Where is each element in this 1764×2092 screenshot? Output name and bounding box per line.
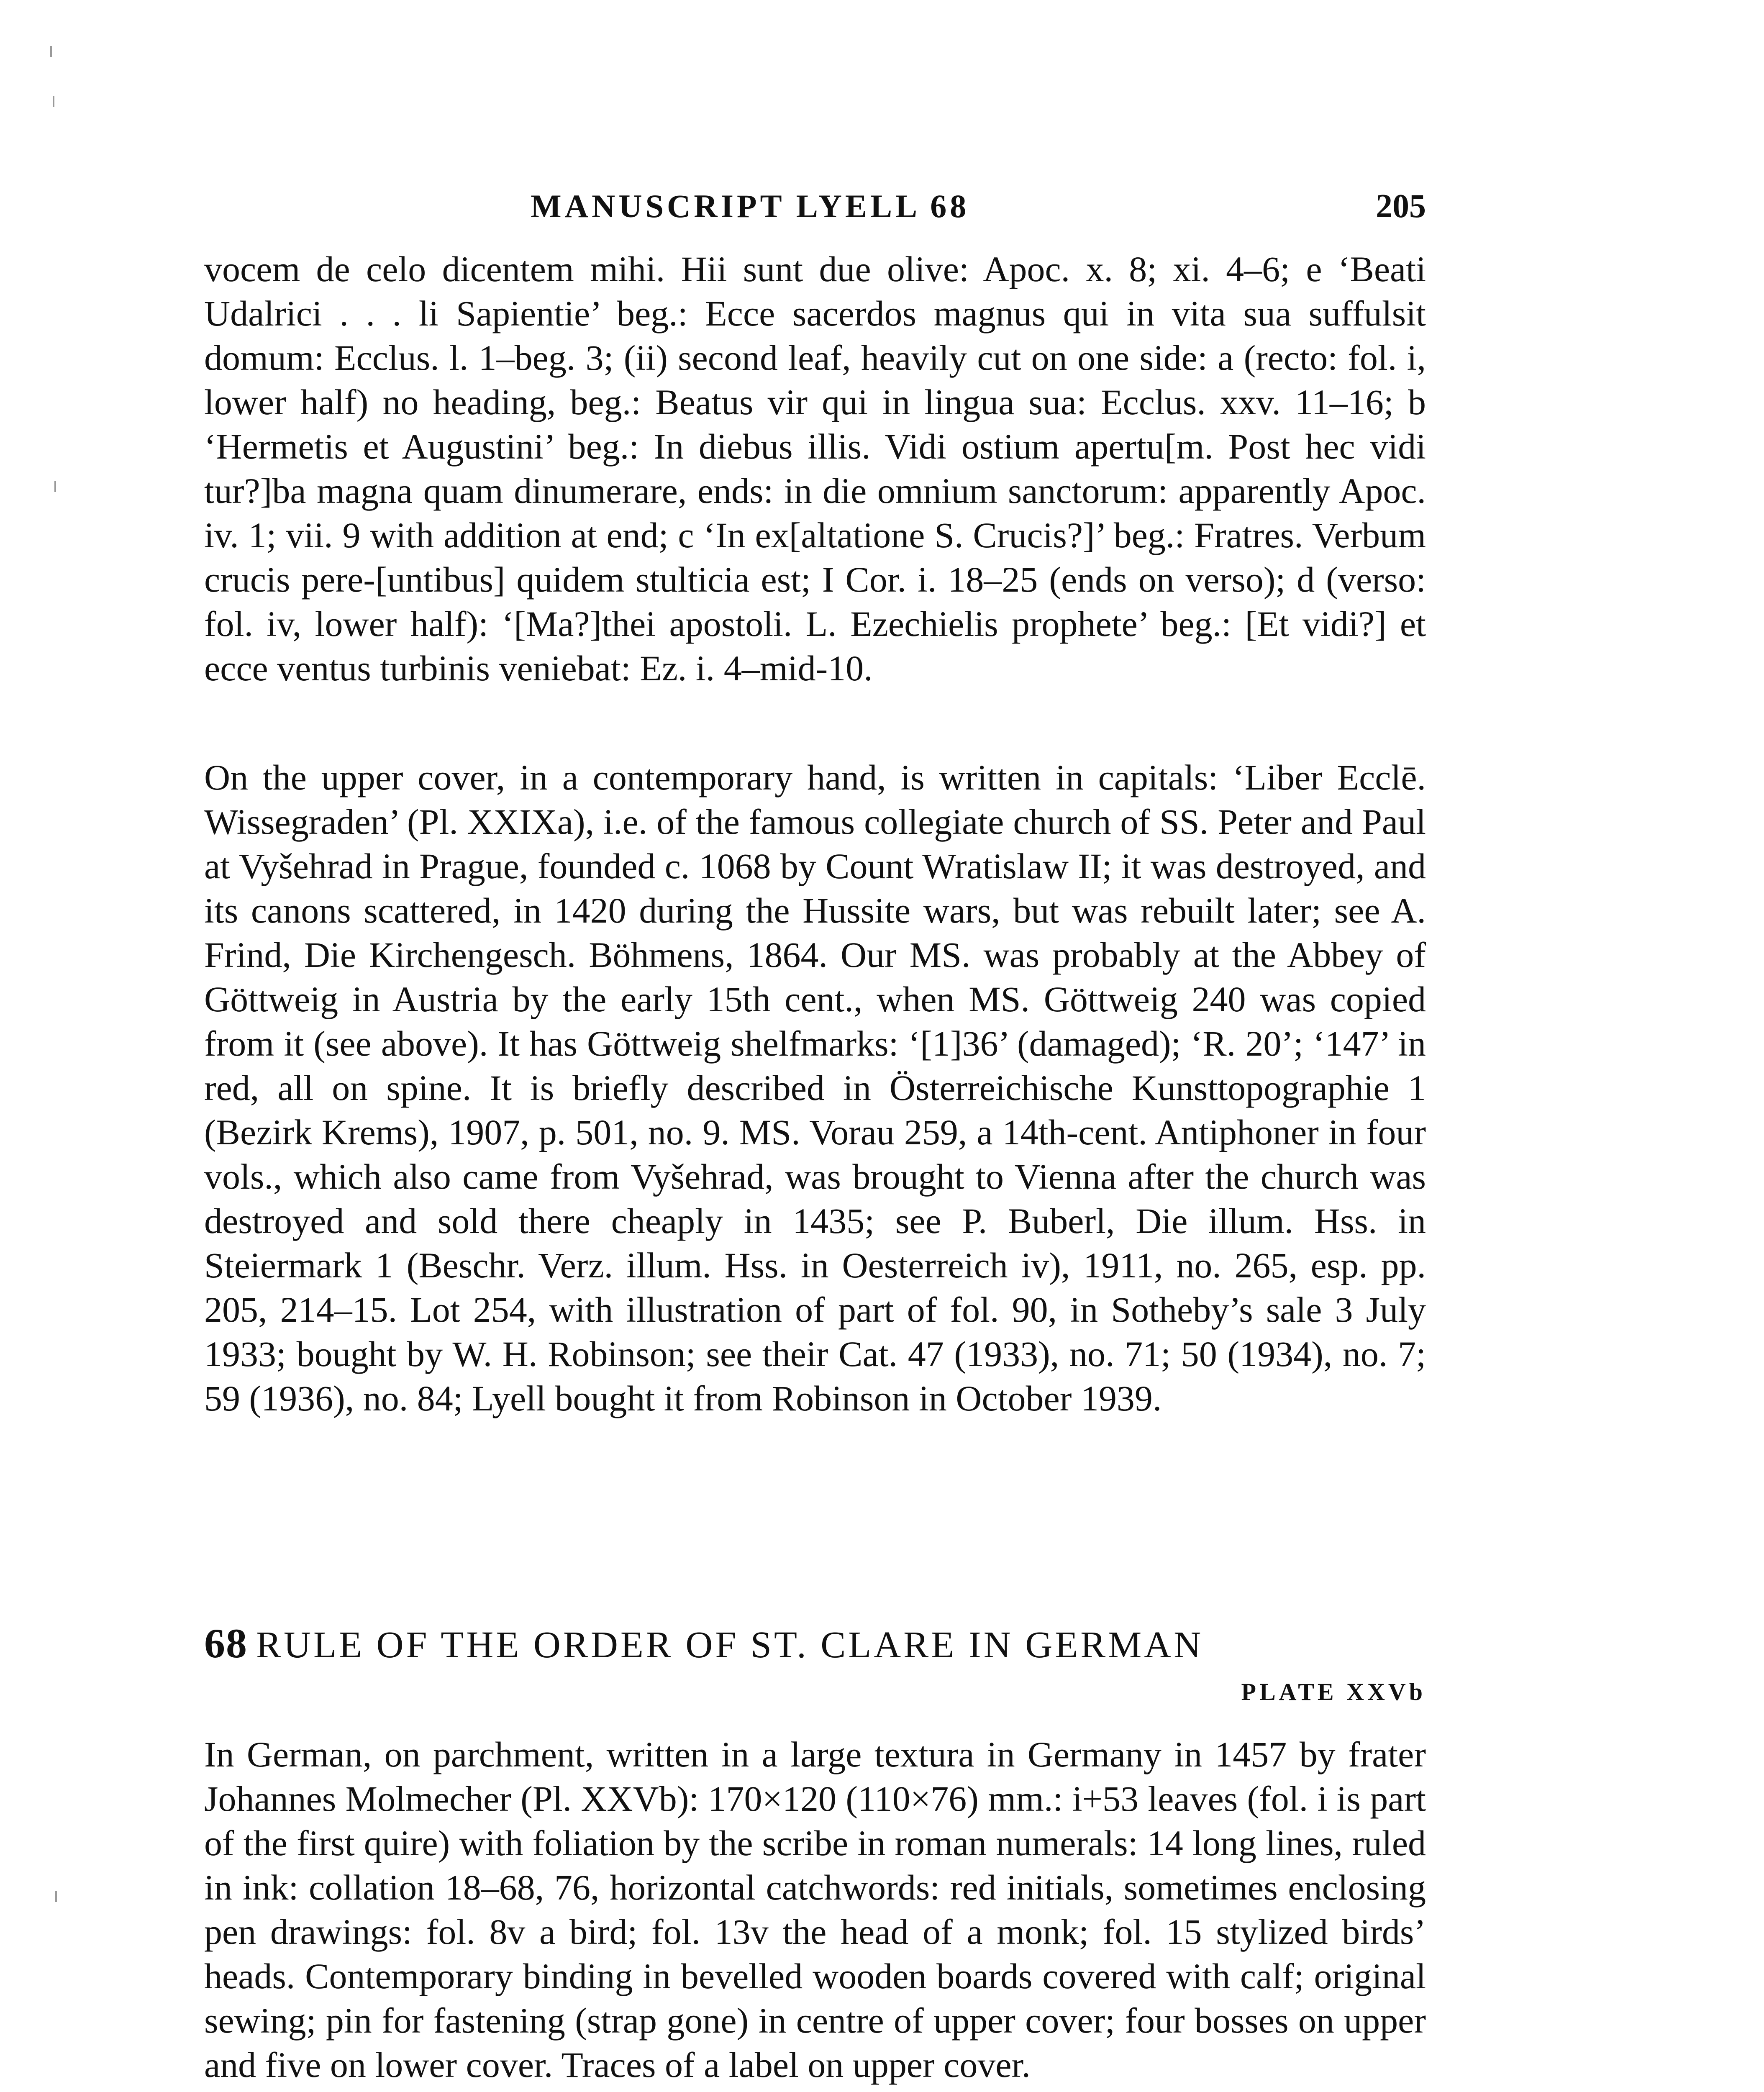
page-number: 205 [1376, 188, 1426, 225]
entry-number: 68 [204, 1620, 248, 1666]
running-head [204, 187, 1426, 229]
edge-mark [55, 1891, 57, 1902]
entry-heading [204, 1619, 1426, 1667]
edge-mark [50, 46, 52, 57]
edge-mark [53, 96, 54, 107]
edge-mark [54, 481, 56, 492]
continued-paragraph: vocem de celo dicentem mihi. Hii sunt due olive: Apoc. x. 8; xi. 4–6; e ‘Beati Udalrici . . . li Sapientie’ beg.: Ecce sacerdos magnus qui in vita sua suffulsit domum: Ecclus. l. 1–beg. 3; (ii) second leaf, heavily cut on one side: a (recto: fol. i, lower half) no heading, beg.: Beatus vir qui in lingua sua: Ecclus. xxv. 11–16; b ‘Hermetis et Augustini’ beg.: In diebus illis. Vidi ostium apertu[m. Post hec vidi tur?]ba magna quam dinumerare, ends: in die omnium sanctorum: apparently Apoc. iv. 1; vii. 9 with addition at end; c ‘In ex[altatione S. Crucis?]’ beg.: Fratres. Verbum crucis pere-[untibus] quidem stulticia est; I Cor. i. 18–25 (ends on verso); d (verso: fol. iv, lower half): ‘[Ma?]thei apostoli. L. Ezechielis prophete’ beg.: [Et vidi?] et ecce ventus turbinis veniebat: Ez. i. 4–mid-10. [204, 249, 1426, 688]
page-binding-edge [0, 0, 67, 2092]
provenance-paragraph: On the upper cover, in a contemporary hand, is written in capitals: ‘Liber Ecclē. Wissegraden’ (Pl. XXIXa), i.e. of the famous collegiate church of SS. Peter and Paul at Vyšehrad in Prague, founded c. 1068 by Count Wratislaw II; it was destroyed, and its canons scattered, in 1420 during the Hussite wars, but was rebuilt later; see A. Frind, Die Kirchengesch. Böhmens, 1864. Our MS. was probably at the Abbey of Göttweig in Austria by the early 15th cent., when MS. Göttweig 240 was copied from it (see above). It has Göttweig shelfmarks: ‘[1]36’ (damaged); ‘R. 20’; ‘147’ in red, all on spine. It is briefly described in Österreichische Kunsttopographie 1 (Bezirk Krems), 1907, p. 501, no. 9. MS. Vorau 259, a 14th-cent. Antiphoner in four vols., which also came from Vyšehrad, was brought to Vienna after the church was destroyed and sold there cheaply in 1435; see P. Buberl, Die illum. Hss. in Steiermark 1 (Beschr. Verz. illum. Hss. in Oesterreich iv), 1911, no. 265, esp. pp. 205, 214–15. Lot 254, with illustration of part of fol. 90, in Sotheby’s sale 3 July 1933; bought by W. H. Robinson; see their Cat. 47 (1933), no. 71; 50 (1934), no. 7; 59 (1936), no. 84; Lyell bought it from Robinson in October 1939. [204, 757, 1426, 1418]
entry-title: RULE OF THE ORDER OF ST. CLARE IN GERMAN [256, 1624, 1204, 1666]
entry-description: In German, on parchment, written in a large textura in Germany in 1457 by frater Johannes Molmecher (Pl. XXVb): 170×120 (110×76) mm.: i+53 leaves (fol. i is part of the first quire) with foliation by the scribe in roman numerals: 14 long lines, ruled in ink: collation 18–68, 76, horizontal catchwords: red initials, sometimes enclosing pen drawings: fol. 8v a bird; fol. 13v the head of a monk; fol. 15 stylized birds’ heads. Contemporary binding in bevelled wooden boards covered with calf; original sewing; pin for fastening (strap gone) in centre of upper cover; four bosses on upper and five on lower cover. Traces of a label on upper cover. [204, 1734, 1426, 2085]
running-head-title: MANUSCRIPT LYELL 68 [531, 188, 970, 224]
plate-reference: PLATE XXVb [1241, 1678, 1426, 1705]
